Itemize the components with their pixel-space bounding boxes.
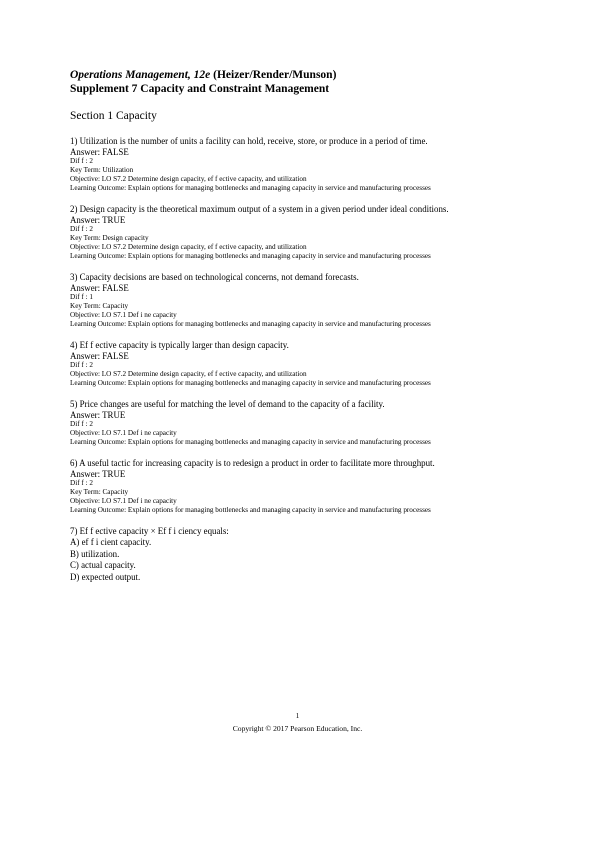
question-key-term: Key Term: Utilization [70,166,134,174]
question-learning-outcome: Learning Outcome: Explain options for managing bottlenecks and managing capacity in service and manufacturing processes [70,184,431,192]
question-stem: 4) Ef f ective capacity is typically larger than design capacity. [70,340,289,350]
question-answer: Answer: TRUE [70,410,126,420]
question-learning-outcome: Learning Outcome: Explain options for managing bottlenecks and managing capacity in service and manufacturing processes [70,320,431,328]
question-difficulty: Dif f : 2 [70,225,93,233]
question-answer: Answer: TRUE [70,469,126,479]
question-stem: 3) Capacity decisions are based on technological concerns, not demand forecasts. [70,272,359,282]
question-1 [70,136,530,193]
question-learning-outcome: Learning Outcome: Explain options for managing bottlenecks and managing capacity in service and manufacturing processes [70,438,431,446]
question-answer: Answer: FALSE [70,147,129,157]
question-7 [70,526,530,583]
page-footer [0,712,595,734]
question-objective: Objective: LO S7.2 Determine design capacity, ef f ective capacity, and utilization [70,370,307,378]
section-title: Section 1 Capacity [70,110,157,122]
question-answer: Answer: FALSE [70,283,129,293]
question-difficulty: Dif f : 2 [70,361,93,369]
question-stem: 5) Price changes are useful for matching the level of demand to the capacity of a facility. [70,399,385,409]
question-learning-outcome: Learning Outcome: Explain options for managing bottlenecks and managing capacity in service and manufacturing processes [70,252,431,260]
question-objective: Objective: LO S7.1 Def i ne capacity [70,311,177,319]
question-objective: Objective: LO S7.1 Def i ne capacity [70,497,177,505]
question-2 [70,204,530,261]
question-difficulty: Dif f : 2 [70,479,93,487]
question-difficulty: Dif f : 2 [70,157,93,165]
question-learning-outcome: Learning Outcome: Explain options for managing bottlenecks and managing capacity in service and manufacturing processes [70,379,431,387]
answer-option-b: B) utilization. [70,548,120,559]
question-key-term: Key Term: Capacity [70,302,129,310]
question-stem: 2) Design capacity is the theoretical maximum output of a system in a given period under ideal conditions. [70,204,449,214]
question-stem: 7) Ef f ective capacity × Ef f i ciency equals: [70,526,229,536]
question-stem: 1) Utilization is the number of units a facility can hold, receive, store, or produce in a period of time. [70,136,428,146]
question-stem: 6) A useful tactic for increasing capacity is to redesign a product in order to facilitate more throughput. [70,458,435,468]
question-difficulty: Dif f : 1 [70,293,93,301]
book-title: Operations Management, 12e [70,69,211,81]
document-page [70,68,530,594]
supplement-title: Supplement 7 Capacity and Constraint Management [70,83,330,95]
question-answer: Answer: TRUE [70,215,126,225]
question-4 [70,340,530,388]
question-difficulty: Dif f : 2 [70,420,93,428]
question-learning-outcome: Learning Outcome: Explain options for managing bottlenecks and managing capacity in service and manufacturing processes [70,506,431,514]
question-list [70,136,530,583]
question-objective: Objective: LO S7.2 Determine design capacity, ef f ective capacity, and utilization [70,175,307,183]
question-key-term: Key Term: Capacity [70,488,129,496]
question-answer: Answer: FALSE [70,351,129,361]
question-3 [70,272,530,329]
question-objective: Objective: LO S7.1 Def i ne capacity [70,429,177,437]
question-5 [70,399,530,447]
answer-option-d: D) expected output. [70,571,141,582]
answer-option-c: C) actual capacity. [70,560,136,570]
question-6 [70,458,530,515]
book-title-line [70,68,530,82]
question-key-term: Key Term: Design capacity [70,234,149,242]
copyright-notice: Copyright © 2017 Pearson Education, Inc. [232,724,363,733]
page-number: 1 [295,712,300,720]
authors: (Heizer/Render/Munson) [213,69,337,81]
question-objective: Objective: LO S7.2 Determine design capacity, ef f ective capacity, and utilization [70,243,307,251]
answer-option-a: A) ef f i cient capacity. [70,537,152,547]
